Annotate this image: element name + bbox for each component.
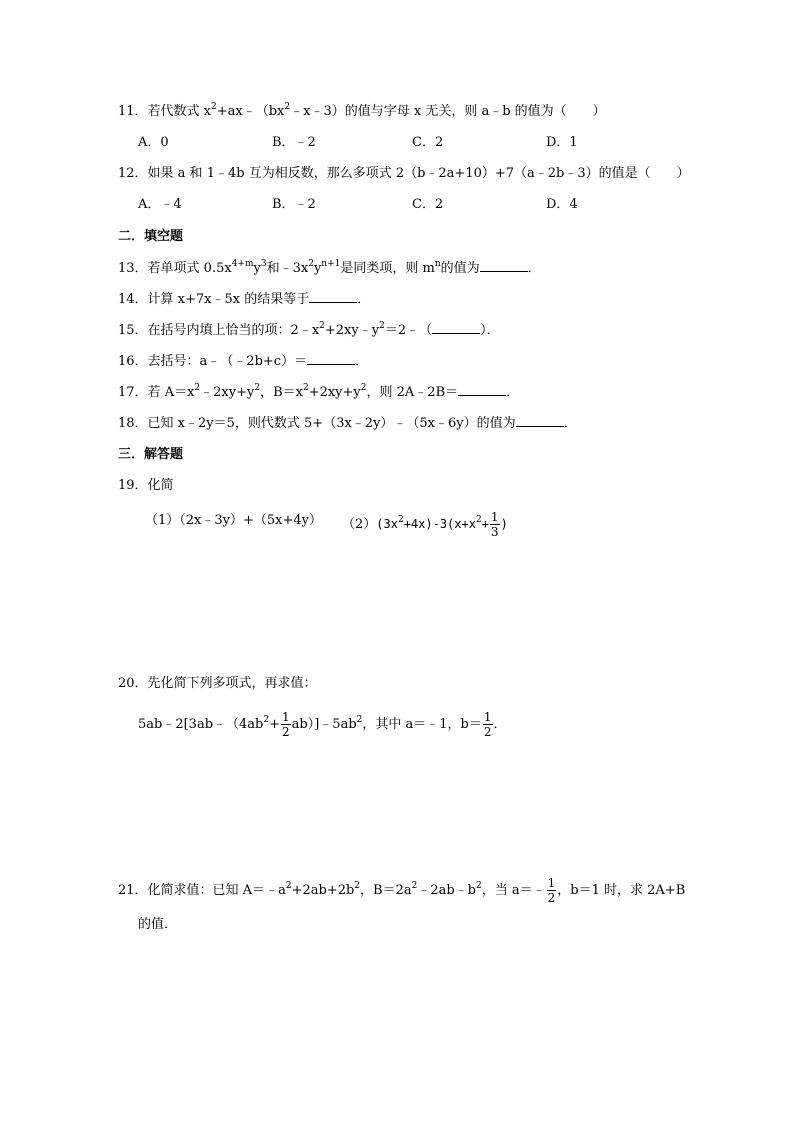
- exponent: 2: [360, 383, 367, 393]
- question-19-part-2: [342, 510, 508, 539]
- exponent: 3: [260, 259, 267, 269]
- fraction-numerator: 1: [547, 876, 556, 890]
- question-number: 19．: [118, 478, 148, 493]
- option-c: C．2: [412, 135, 444, 150]
- exponent: 2: [411, 881, 418, 891]
- question-text: ，则 2A﹣2B＝: [366, 385, 459, 400]
- fraction: [547, 876, 557, 905]
- question-text: ，当 a＝﹣: [481, 883, 546, 898]
- question-text: +ax﹣（bx: [216, 104, 285, 119]
- fraction: [490, 510, 500, 539]
- exponent: 2: [302, 383, 309, 393]
- expression: +: [481, 517, 489, 531]
- option-a: A．﹣4: [138, 197, 182, 212]
- exponent: 2: [285, 881, 292, 891]
- option-d: D．4: [546, 197, 578, 212]
- exponent: 2: [475, 515, 482, 525]
- question-text: ）．: [480, 323, 500, 338]
- answer-blank[interactable]: [480, 259, 528, 272]
- question-text: 是同类项，则 m: [340, 261, 435, 276]
- exponent: 2: [194, 383, 201, 393]
- question-text: 若代数式 x: [147, 104, 212, 119]
- fraction-numerator: 1: [483, 710, 492, 724]
- fraction-numerator: 1: [490, 510, 499, 524]
- expression: 5ab﹣2[3ab﹣（4ab: [138, 717, 264, 732]
- option-a: A．0: [138, 135, 169, 150]
- question-text: 化简: [147, 478, 174, 493]
- exponent: 2: [356, 715, 363, 725]
- exponent: 4+m: [231, 259, 254, 269]
- answer-blank[interactable]: [309, 290, 357, 303]
- question-text: 若单项式 0.5x: [147, 261, 232, 276]
- question-text: y: [253, 261, 261, 276]
- question-text: ，b＝1 时，求 2A+B: [557, 883, 686, 898]
- option-c: C．2: [412, 197, 444, 212]
- question-text: 计算 x+7x﹣5x 的结果等于: [147, 292, 310, 307]
- section-heading-solve: 三．解答题: [118, 447, 184, 462]
- exponent: 2: [379, 321, 385, 331]
- question-text: ﹣x﹣3）的值与字母 x 无关，则 a﹣b 的值为（ ）: [290, 104, 606, 119]
- question-text: 的值为: [440, 261, 480, 276]
- exponent: 2: [211, 102, 217, 112]
- question-text: ．: [357, 292, 371, 307]
- question-number: 21．: [118, 883, 148, 898]
- fraction: [281, 710, 291, 739]
- answer-blank[interactable]: [307, 352, 355, 365]
- part-label: （2）: [342, 517, 377, 532]
- fraction-denominator: 2: [483, 725, 492, 739]
- exponent: 2: [263, 715, 270, 725]
- question-text: ．: [355, 354, 369, 369]
- option-d: D．1: [546, 135, 578, 150]
- question-text: ﹣2xy+y: [200, 385, 255, 400]
- question-14: [118, 290, 370, 309]
- question-12: [118, 165, 690, 183]
- exponent: 2: [308, 259, 314, 269]
- question-text: +2ab+2b: [291, 883, 355, 898]
- question-21-continued: 的值．: [138, 917, 178, 932]
- question-number: 11．: [118, 104, 148, 119]
- question-text: 去括号：a﹣（﹣2b+c）＝: [147, 354, 308, 369]
- question-text: 若 A＝x: [147, 385, 195, 400]
- question-text: 化简求值：已知 A＝﹣a: [147, 883, 286, 898]
- exponent: 2: [284, 102, 291, 112]
- expression: (3x: [376, 517, 398, 531]
- question-21: [118, 876, 685, 905]
- question-19: [118, 477, 174, 495]
- expression: ．: [493, 717, 507, 732]
- answer-blank[interactable]: [432, 321, 480, 334]
- question-text: ．: [563, 416, 577, 431]
- question-text: ，B＝x: [260, 385, 303, 400]
- question-number: 18．: [118, 416, 148, 431]
- exponent: 2: [397, 515, 404, 525]
- question-number: 16．: [118, 354, 148, 369]
- question-number: 12．: [118, 166, 148, 181]
- exponent: n+1: [321, 259, 341, 269]
- question-20-expression: [138, 710, 507, 739]
- question-text: 和﹣3x: [266, 261, 309, 276]
- exponent: 2: [476, 881, 482, 891]
- fraction-denominator: 2: [547, 891, 556, 905]
- expression: +: [269, 717, 281, 732]
- question-text: +2xy+y: [308, 385, 361, 400]
- question-text: ，B＝2a: [360, 883, 412, 898]
- question-text: +2xy﹣y: [324, 323, 380, 338]
- option-b: B．﹣2: [272, 135, 316, 150]
- option-b: B．﹣2: [272, 197, 316, 212]
- fraction-numerator: 1: [282, 710, 290, 724]
- question-text: ﹣2ab﹣b: [417, 883, 477, 898]
- expression: ): [500, 517, 508, 531]
- question-text: 在括号内填上恰当的项：2﹣x: [147, 323, 320, 338]
- question-number: 15．: [118, 323, 148, 338]
- fraction-denominator: 2: [282, 725, 290, 739]
- question-16: [118, 352, 368, 371]
- question-19-part-1: （1）（2x﹣3y）+（5x+4y）: [145, 513, 322, 528]
- question-text: y: [313, 261, 322, 276]
- answer-blank[interactable]: [458, 383, 506, 396]
- question-text: 已知 x﹣2y＝5，则代数式 5+（3x﹣2y）﹣（5x﹣6y）的值为: [147, 416, 516, 431]
- question-20: [118, 675, 317, 693]
- question-number: 20．: [118, 676, 148, 691]
- question-text: ＝2﹣（: [384, 323, 433, 338]
- section-heading-fill-in: 二．填空题: [118, 229, 184, 244]
- fraction: [483, 710, 493, 739]
- question-11: [118, 103, 606, 121]
- question-text: ．: [506, 385, 520, 400]
- exponent: n: [434, 259, 441, 269]
- expression: ，其中 a＝﹣1，b＝: [362, 717, 482, 732]
- answer-blank[interactable]: [516, 414, 564, 427]
- question-text: 先化简下列多项式，再求值：: [147, 676, 317, 691]
- exponent: 2: [319, 321, 325, 331]
- question-13: [118, 259, 541, 278]
- exponent: 2: [354, 881, 361, 891]
- question-number: 14．: [118, 292, 148, 307]
- question-15: [118, 321, 500, 340]
- question-number: 13．: [118, 261, 148, 276]
- expression: ab）]﹣5ab: [291, 717, 357, 732]
- exponent: 2: [254, 383, 261, 393]
- question-text: 如果 a 和 1﹣4b 互为相反数，那么多项式 2（b﹣2a+10）+7（a﹣2b﹣3）的值是（ ）: [147, 166, 690, 181]
- fraction-denominator: 3: [490, 525, 499, 539]
- question-text: ．: [527, 261, 541, 276]
- question-18: [118, 414, 577, 433]
- question-number: 17．: [118, 385, 148, 400]
- expression: +4x)-3(x+x: [403, 517, 476, 531]
- question-17: [118, 383, 519, 402]
